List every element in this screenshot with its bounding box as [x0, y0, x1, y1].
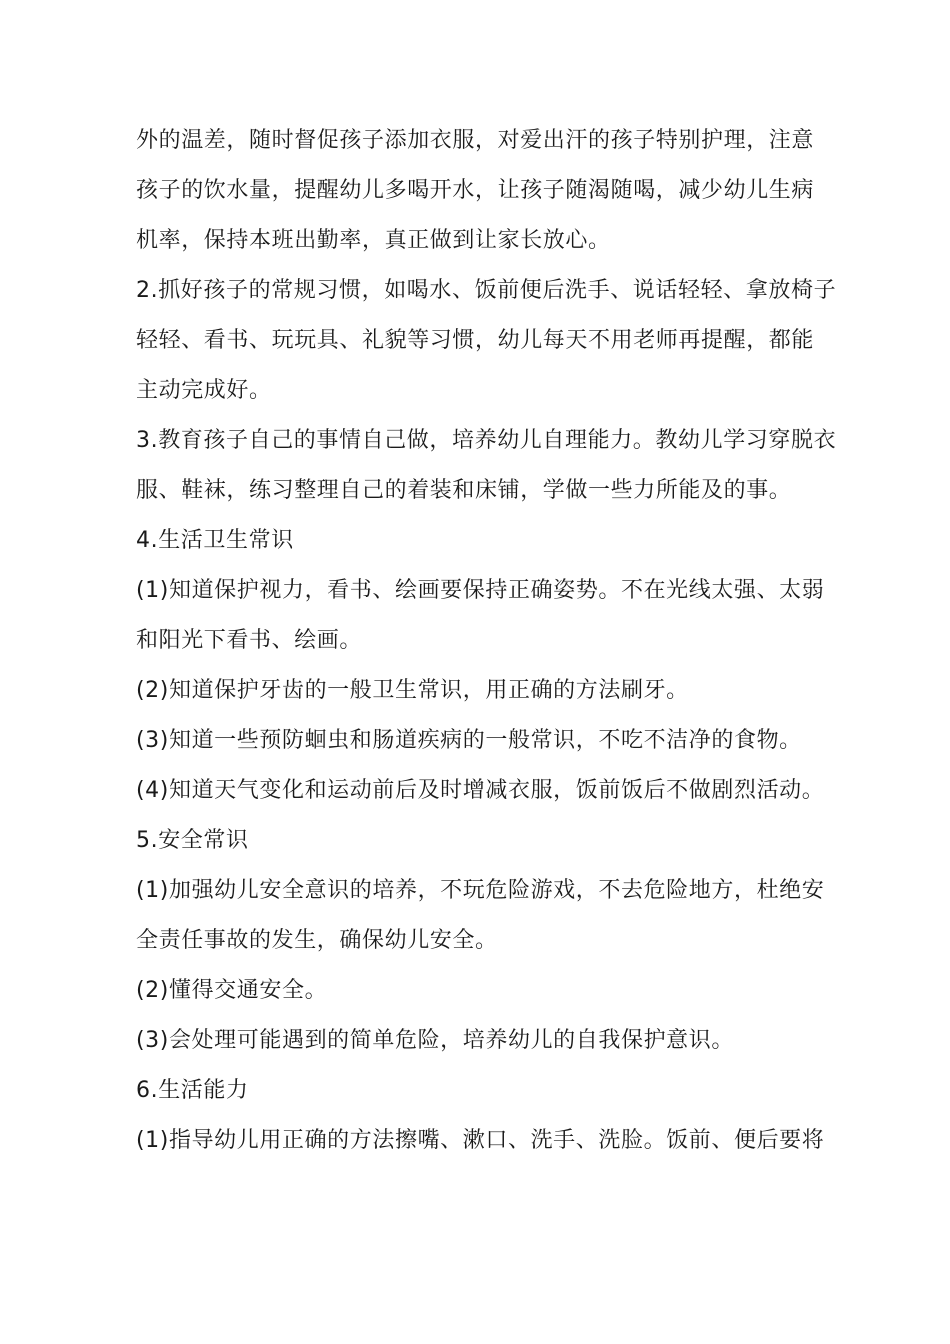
list-item: (2)懂得交通安全。 [136, 978, 328, 1003]
list-item-continuation: 全责任事故的发生，确保幼儿安全。 [136, 928, 498, 953]
list-item: (1)加强幼儿安全意识的培养，不玩危险游戏，不去危险地方，杜绝安 [136, 878, 825, 903]
list-item: (3)会处理可能遇到的简单危险，培养幼儿的自我保护意识。 [136, 1028, 734, 1053]
list-item: (2)知道保护牙齿的一般卫生常识，用正确的方法刷牙。 [136, 678, 689, 703]
section-heading: 5.安全常识 [136, 828, 249, 853]
paragraph-line: 2.抓好孩子的常规习惯，如喝水、饭前便后洗手、说话轻轻、拿放椅子 [136, 278, 837, 303]
paragraph-line: 孩子的饮水量，提醒幼儿多喝开水，让孩子随渴随喝，减少幼儿生病 [136, 178, 815, 203]
paragraph-line: 3.教育孩子自己的事情自己做，培养幼儿自理能力。教幼儿学习穿脱衣 [136, 428, 837, 453]
list-item: (1)知道保护视力，看书、绘画要保持正确姿势。不在光线太强、太弱 [136, 578, 825, 603]
list-item: (1)指导幼儿用正确的方法擦嘴、漱口、洗手、洗脸。饭前、便后要将 [136, 1128, 825, 1153]
list-item: (3)知道一些预防蛔虫和肠道疾病的一般常识，不吃不洁净的食物。 [136, 728, 802, 753]
list-item-continuation: 和阳光下看书、绘画。 [136, 628, 363, 653]
list-item: (4)知道天气变化和运动前后及时增减衣服，饭前饭后不做剧烈活动。 [136, 778, 825, 803]
section-heading: 6.生活能力 [136, 1078, 249, 1103]
document-body [136, 116, 836, 1166]
paragraph-line: 外的温差，随时督促孩子添加衣服，对爱出汗的孩子特别护理，注意 [136, 128, 815, 153]
paragraph-line: 轻轻、看书、玩玩具、礼貌等习惯，幼儿每天不用老师再提醒，都能 [136, 328, 815, 353]
section-heading: 4.生活卫生常识 [136, 528, 294, 553]
paragraph-line: 服、鞋袜，练习整理自己的着装和床铺，学做一些力所能及的事。 [136, 478, 792, 503]
paragraph-line: 主动完成好。 [136, 378, 272, 403]
paragraph-line: 机率，保持本班出勤率，真正做到让家长放心。 [136, 228, 611, 253]
